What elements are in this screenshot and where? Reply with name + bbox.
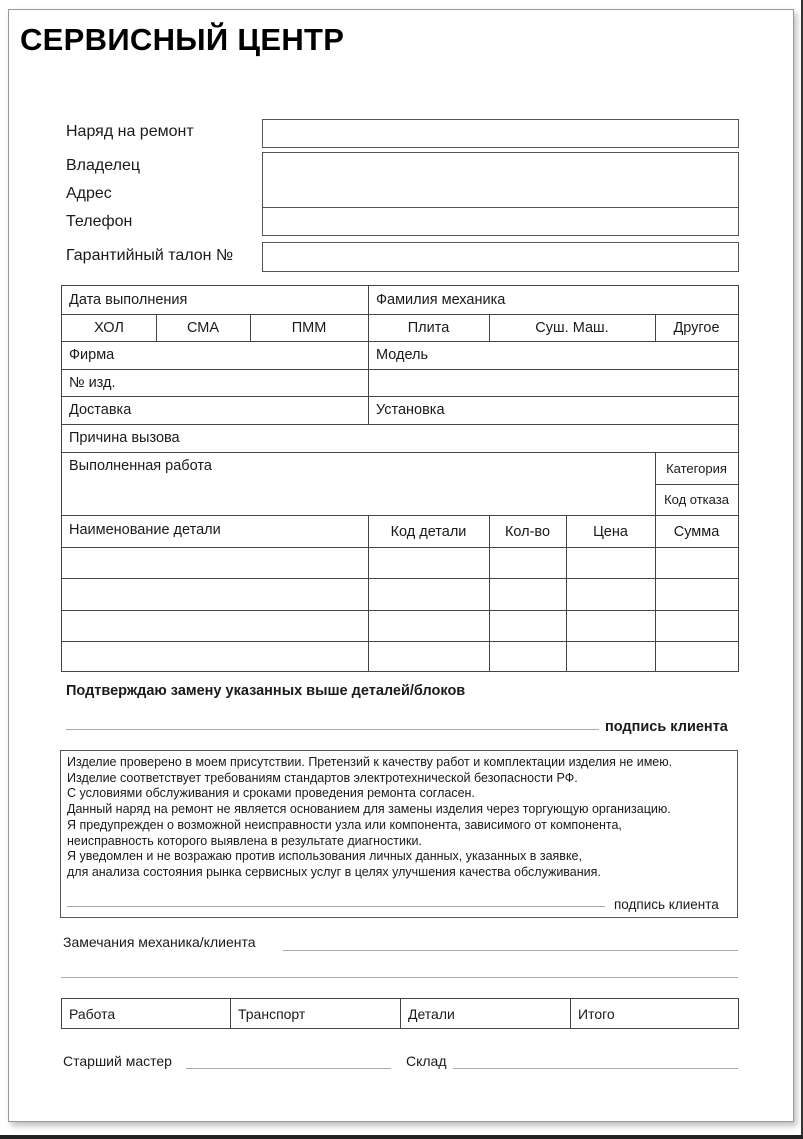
total-work[interactable]: Работа <box>69 1006 116 1022</box>
notice-line: Изделие соответствует требованиям стандартов электротехнической безопасности РФ. <box>67 770 578 785</box>
label-failure-code: Код отказа <box>664 492 729 507</box>
total-transport[interactable]: Транспорт <box>238 1006 306 1022</box>
notice-line: Я уведомлен и не возражаю против использования личных данных, указанных в заявке, <box>67 849 582 864</box>
label-delivery: Доставка <box>69 402 132 418</box>
category-pmm[interactable]: ПММ <box>291 320 327 336</box>
repair-order-field[interactable] <box>262 119 739 148</box>
label-installation: Установка <box>376 402 445 418</box>
category-dryer[interactable]: Суш. Маш. <box>535 320 609 336</box>
address-field[interactable] <box>262 180 739 208</box>
col-quantity: Кол-во <box>504 524 551 540</box>
label-warranty: Гарантийный талон № <box>66 247 234 264</box>
table-row[interactable] <box>62 642 738 671</box>
phone-field[interactable] <box>262 208 739 236</box>
notice-signature-label: подпись клиента <box>614 897 719 912</box>
client-signature-line[interactable] <box>66 729 599 730</box>
category-sma[interactable]: СМА <box>186 320 220 336</box>
category-other[interactable]: Другое <box>673 320 720 336</box>
notice-line: Я предупрежден о возможной неисправности узла или компонента, зависимого от компонента, <box>67 817 622 832</box>
col-part-code: Код детали <box>390 524 467 540</box>
label-phone: Телефон <box>66 213 133 230</box>
notice-line: Данный наряд на ремонт не является основанием для замены изделия через торгующую организацию. <box>67 802 671 817</box>
senior-master-label: Старший мастер <box>63 1053 172 1069</box>
category-stove[interactable]: Плита <box>407 320 450 336</box>
warranty-field[interactable] <box>262 242 739 272</box>
col-part-name: Наименование детали <box>69 522 221 538</box>
label-firm: Фирма <box>69 347 115 363</box>
total-parts[interactable]: Детали <box>408 1006 455 1022</box>
label-repair-order: Наряд на ремонт <box>66 123 194 140</box>
table-row[interactable] <box>62 611 738 641</box>
client-signature-label: подпись клиента <box>605 719 728 735</box>
repair-details-grid <box>61 285 739 672</box>
confirm-text: Подтверждаю замену указанных выше деталей/блоков <box>66 683 466 699</box>
label-address: Адрес <box>66 185 112 202</box>
col-sum: Сумма <box>673 524 720 540</box>
warehouse-label: Склад <box>406 1053 447 1069</box>
total-sum[interactable]: Итого <box>578 1006 615 1022</box>
notice-line: для анализа состояния рынка сервисных услуг в целях улучшения качества обслуживания. <box>67 864 601 879</box>
category-hol[interactable]: ХОЛ <box>94 320 124 336</box>
label-serial: № изд. <box>69 375 116 391</box>
label-call-reason: Причина вызова <box>69 430 180 446</box>
label-mechanic-name: Фамилия механика <box>376 292 506 308</box>
table-row[interactable] <box>62 548 738 578</box>
table-row[interactable] <box>62 579 738 609</box>
senior-master-signature-line[interactable] <box>186 1068 391 1069</box>
terms-notice <box>60 750 738 918</box>
page-title: СЕРВИСНЫЙ ЦЕНТР <box>20 22 345 57</box>
notice-signature-line[interactable] <box>67 906 605 907</box>
totals-table <box>61 998 739 1029</box>
label-owner: Владелец <box>66 157 141 174</box>
label-completion-date: Дата выполнения <box>69 292 188 308</box>
label-category: Категория <box>666 461 727 476</box>
remarks-line-1[interactable] <box>283 950 738 951</box>
label-work-done: Выполненная работа <box>69 458 212 474</box>
col-price: Цена <box>593 524 628 540</box>
edge-bar <box>0 1135 803 1139</box>
warehouse-signature-line[interactable] <box>453 1068 738 1069</box>
remarks-line-2[interactable] <box>61 977 738 978</box>
label-model: Модель <box>376 347 429 363</box>
remarks-label: Замечания механика/клиента <box>63 934 256 950</box>
notice-line: С условиями обслуживания и сроками проведения ремонта согласен. <box>67 786 475 801</box>
notice-line: неисправность которого выявлена в результате диагностики. <box>67 833 422 848</box>
notice-line: Изделие проверено в моем присутствии. Претензий к качеству работ и комплектации изделия не имею. <box>67 755 673 769</box>
owner-field[interactable] <box>262 152 739 181</box>
